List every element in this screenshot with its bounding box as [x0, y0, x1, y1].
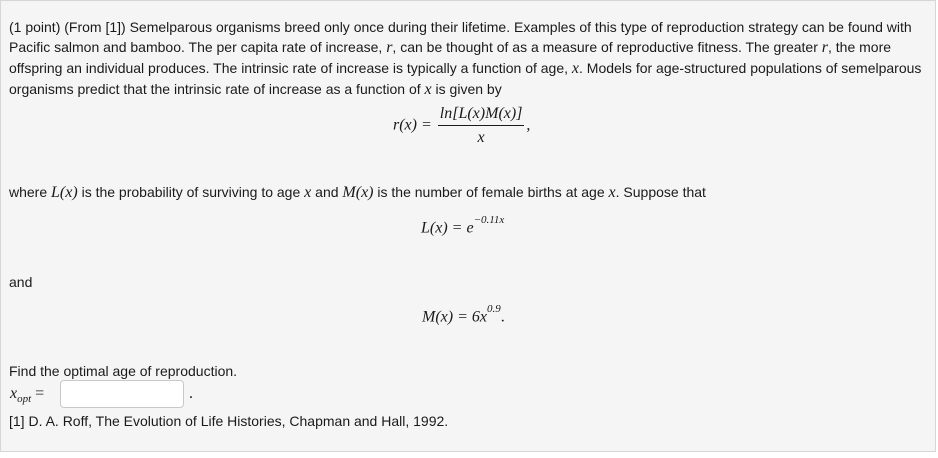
where-x1: x	[304, 184, 312, 201]
eq-L-lhs: L(x) = e	[421, 219, 474, 237]
eq-M-lhs: M(x) = 6x	[422, 308, 487, 326]
answer-label	[10, 385, 44, 405]
where-Lx: L(x)	[51, 184, 78, 201]
and-text: and	[9, 274, 33, 290]
answer-label-eq: =	[31, 385, 45, 402]
reference-text: [1] D. A. Roff, The Evolution of Life Histories, Chapman and Hall, 1992.	[9, 413, 449, 429]
find-text: Find the optimal age of reproduction.	[9, 363, 238, 379]
answer-trail: .	[189, 385, 193, 402]
intro-text-5: is given by	[431, 81, 502, 97]
answer-label-sub: opt	[17, 393, 32, 406]
answer-label-x: x	[10, 385, 18, 402]
equation-M	[422, 303, 505, 326]
intro-text-2: , can be thought of as a measure of reproductive fitness. The greater	[392, 39, 822, 55]
equation-L	[421, 214, 505, 237]
eq-r-denominator: x	[477, 129, 485, 146]
eq-r-fraction	[438, 105, 525, 147]
where-t5: . Suppose that	[615, 184, 706, 200]
eq-r-lhs: r(x) =	[393, 116, 432, 134]
where-line	[9, 182, 924, 203]
where-t1: where	[9, 184, 52, 200]
eq-L-exponent: −0.11x	[473, 214, 505, 226]
var-x: x	[571, 60, 580, 77]
problem-intro	[9, 17, 924, 100]
eq-M-trail: .	[500, 308, 505, 326]
points-label: (1 point)	[9, 19, 61, 35]
where-t3: and	[311, 184, 343, 200]
where-t2: is the probability of surviving to age	[77, 184, 305, 200]
intro-text-1: (From [1]) Semelparous organisms breed only once during their lifetime. Examples of this type of reproduction strategy can be found with Pacific salmon and bamboo. The per capita rate of increase,	[9, 19, 912, 55]
var-r: r	[386, 39, 393, 56]
eq-r-numerator: ln[L(x)M(x)]	[438, 105, 525, 126]
var-r-2: r	[821, 39, 828, 56]
answer-input[interactable]	[60, 380, 184, 408]
eq-M-exponent: 0.9	[486, 303, 501, 315]
where-Mx: M(x)	[342, 184, 374, 201]
where-x2: x	[608, 184, 616, 201]
where-t4: is the number of female births at age	[373, 184, 609, 200]
equation-r	[393, 105, 530, 147]
intro-text-3: , the more offspring an individual produces. The intrinsic rate of increase is typically a function of age,	[9, 39, 892, 76]
intro-text-4: . Models for age-structured populations of semelparous organisms predict that the intrinsic rate of increase as a function of	[9, 60, 922, 97]
eq-r-trail: ,	[526, 116, 531, 134]
var-x-2: x	[424, 81, 432, 98]
